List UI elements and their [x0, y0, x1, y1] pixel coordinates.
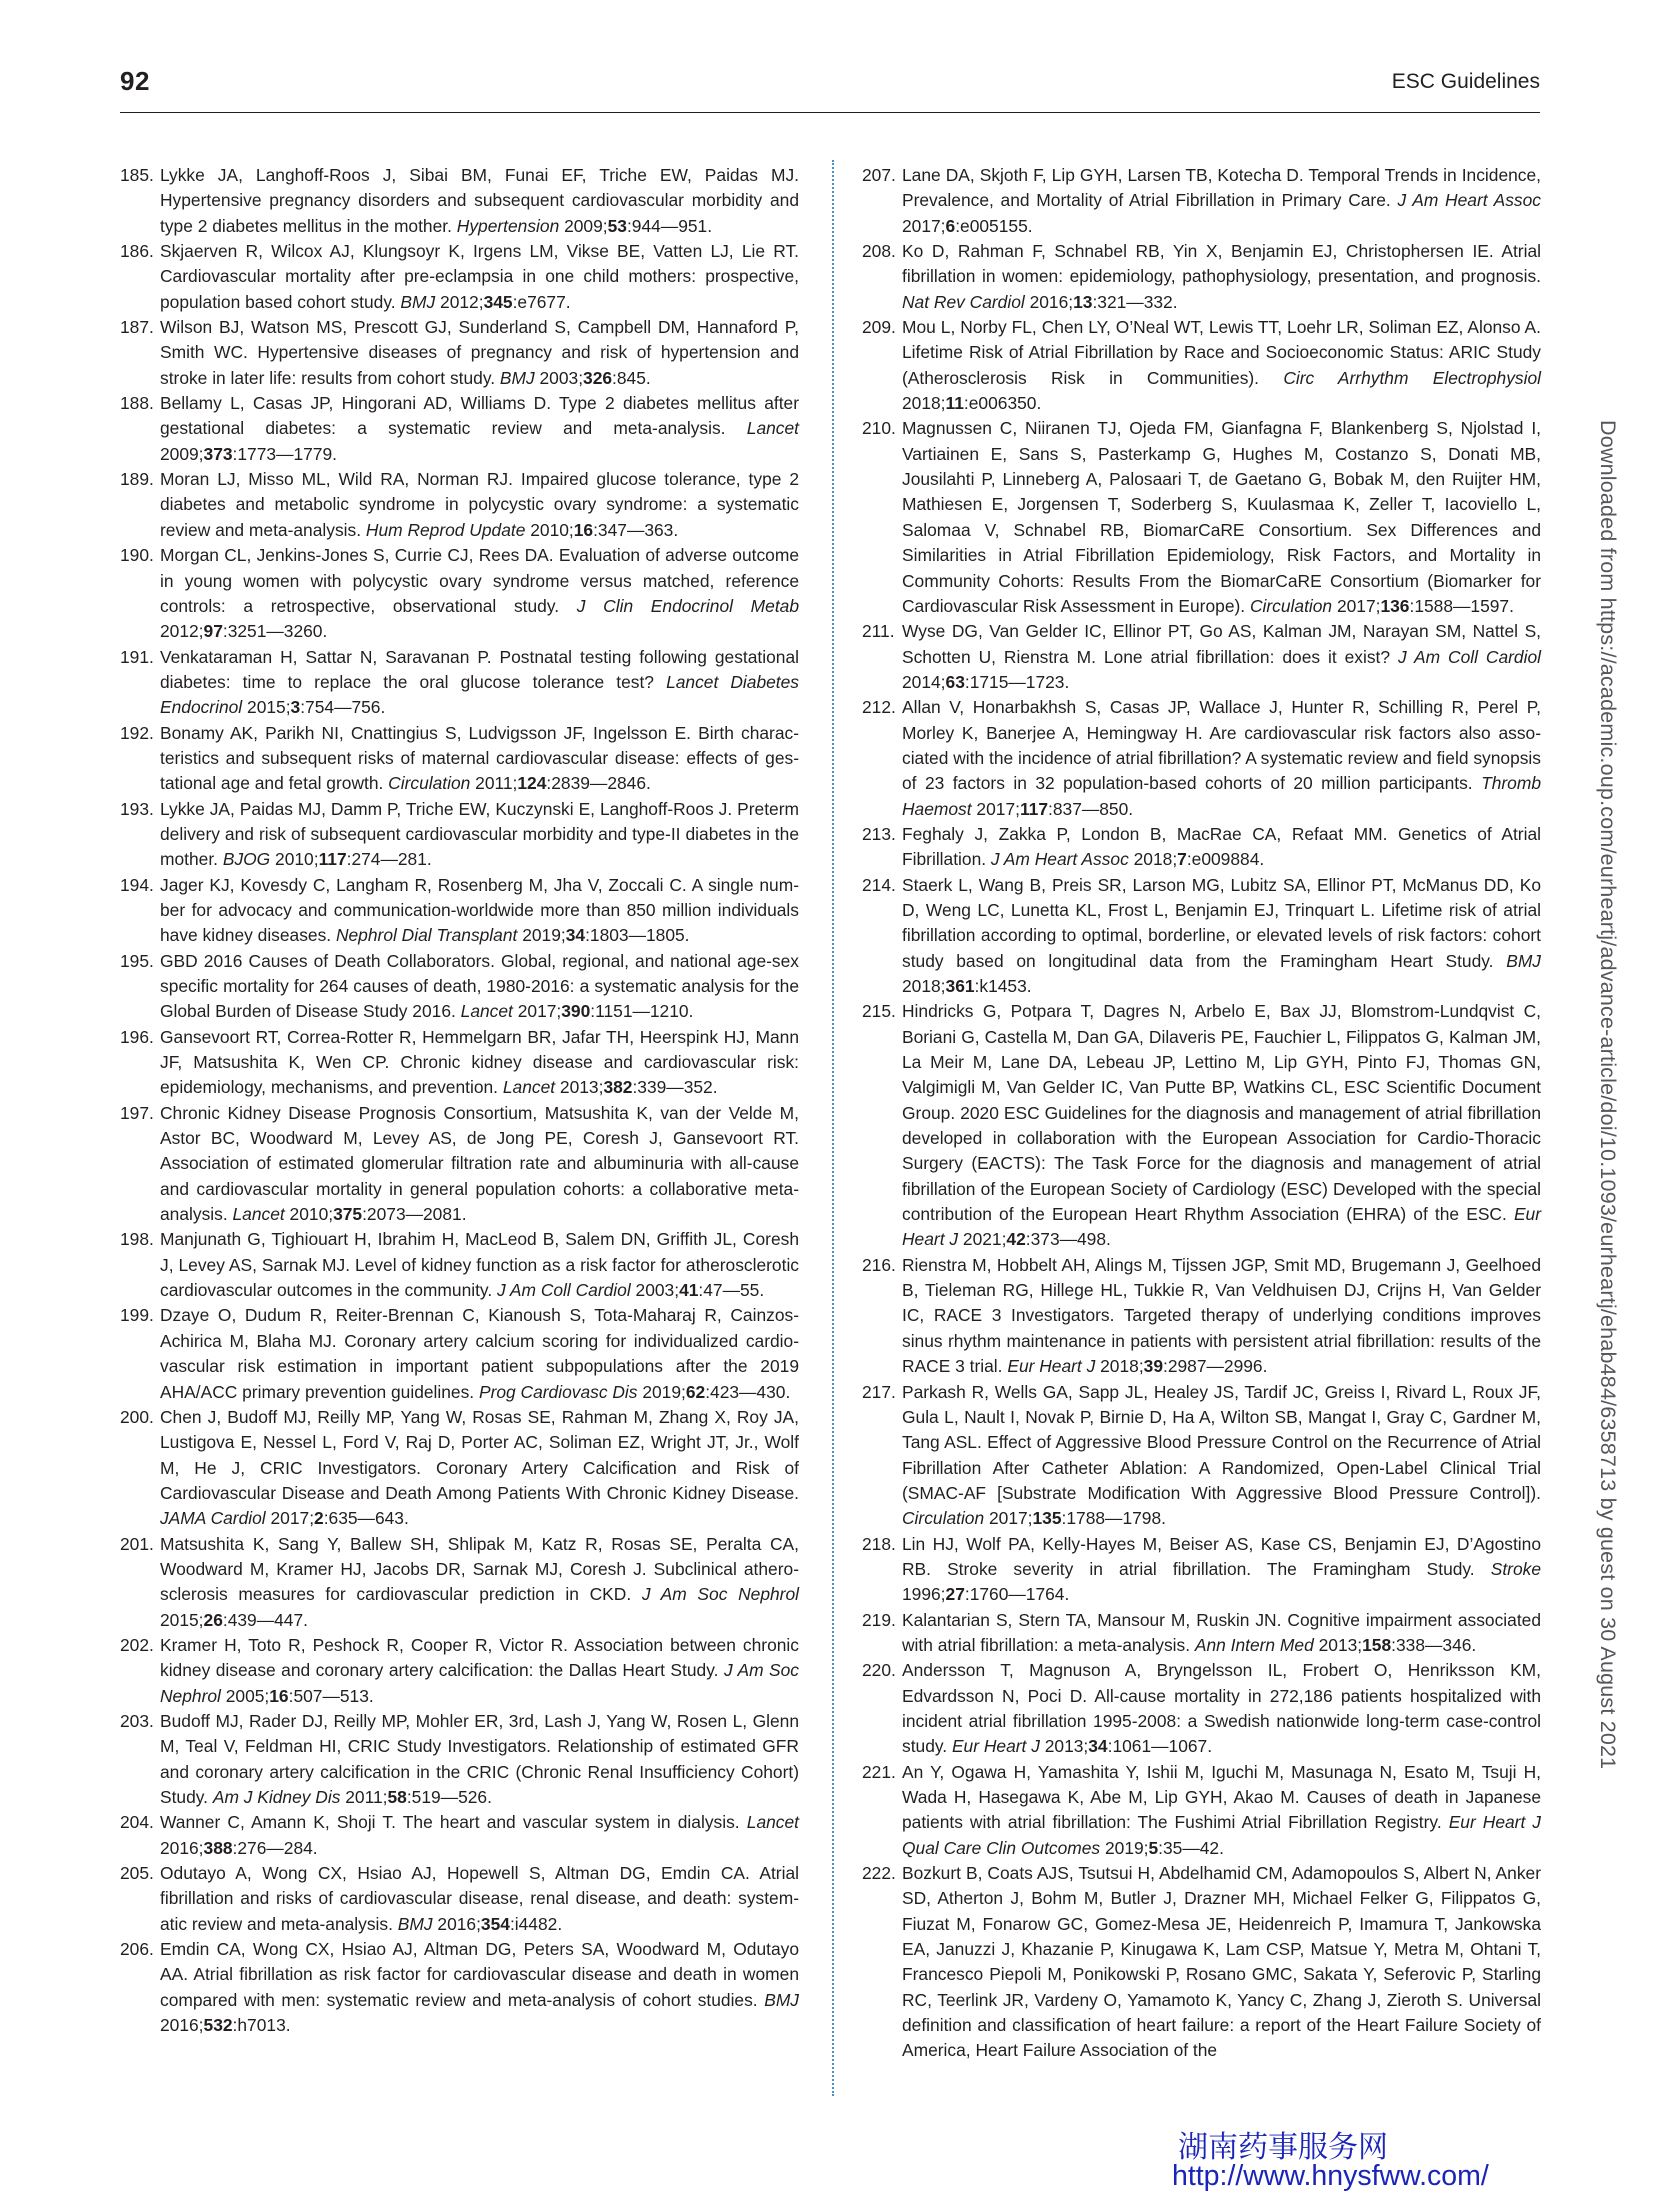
column-divider: [832, 160, 834, 2096]
reference-text: Feghaly J, Zakka P, London B, MacRae CA, Refaat MM. Genetics of Atrial Fibrillation. J Am Heart Assoc 2018;7:e009884.: [902, 823, 1541, 870]
reference-text: Skjaerven R, Wilcox AJ, Klungsoyr K, Irgens LM, Vikse BE, Vatten LJ, Lie RT. Cardiovascular mortality after pre-eclampsia in one child mothers: prospective, population based cohort study. BMJ 2012;345:e7677.: [160, 241, 799, 312]
reference-number: 189.: [120, 469, 154, 490]
reference-text: Matsushita K, Sang Y, Ballew SH, Shlipak M, Katz R, Rosas SE, Peralta CA, Woodward M, Kramer HJ, Jacobs DR, Sarnak MJ, Coresh J. Subclinical atherosclerosis measures for cardiovascular prediction in CKD. J Am Soc Nephrol 2015;26:439—447.: [160, 1533, 800, 1630]
reference-number: 221.: [862, 1761, 896, 1782]
reference-column-left: [120, 163, 799, 2038]
reference-item: [862, 822, 1541, 873]
reference-item: [862, 163, 1541, 239]
watermark-chinese-text: 湖南药事服务网: [1178, 2130, 1388, 2165]
reference-text: Chen J, Budoff MJ, Reilly MP, Yang W, Rosas SE, Rahman M, Zhang X, Roy JA, Lustigova E, Nessel L, Ford V, Raj D, Porter AC, Soliman EZ, Wright JT, Jr., Wolf M, He J, CRIC Investigators. Coronary Artery Calcification and Risk of Cardiovascular Disease and Death Among Patients With Chronic Kidney Disease. JAMA Cardiol 2017;2:635—643.: [160, 1406, 799, 1529]
reference-number: 194.: [120, 874, 154, 895]
reference-item: [120, 1025, 799, 1101]
reference-number: 219.: [862, 1609, 896, 1630]
reference-item: [862, 1658, 1541, 1759]
reference-item: [120, 315, 799, 391]
reference-number: 206.: [120, 1939, 154, 1960]
reference-number: 211.: [862, 621, 895, 642]
reference-item: [862, 873, 1541, 1000]
reference-text: Moran LJ, Misso ML, Wild RA, Norman RJ. Impaired glucose tolerance, type 2 diabetes and metabolic syndrome in polycystic ovary syndrome: a systematic review and meta-analysis. Hum Reprod Update 2010;16:347—363.: [160, 469, 799, 540]
reference-number: 216.: [862, 1254, 896, 1275]
reference-item: [120, 1405, 799, 1532]
reference-text: Wanner C, Amann K, Shoji T. The heart and vascular system in dialysis. Lancet 2016;388:276—284.: [160, 1812, 799, 1858]
reference-number: 196.: [120, 1026, 154, 1047]
reference-item: [862, 619, 1541, 695]
reference-text: Gansevoort RT, Correa-Rotter R, Hemmelgarn BR, Jafar TH, Heerspink HJ, Mann JF, Matsushita K, Wen CP. Chronic kidney disease and cardiovascular risk: epidemiology, mechanisms, and prevention. Lancet 2013;382:339—352.: [160, 1026, 799, 1098]
reference-item: [120, 239, 799, 315]
reference-number: 207.: [862, 165, 896, 185]
reference-text: Odutayo A, Wong CX, Hsiao AJ, Hopewell S, Altman DG, Emdin CA. Atrial fibrillation and risks of cardiovascular disease, renal disease, and death: systematic review and meta-analysis. BMJ 2016;354:i4482.: [160, 1863, 799, 1934]
reference-number: 204.: [120, 1812, 154, 1833]
reference-number: 186.: [120, 241, 154, 262]
reference-text: Allan V, Honarbakhsh S, Casas JP, Wallace J, Hunter R, Schilling R, Perel P, Morley K, Banerjee A, Hemingway H. Are cardiovascular risk factors also associated with the incidence of atrial fibrillation? A systematic review and field synopsis of 23 factors in 32 population-based cohorts of 20 million participants. Thromb Haemost 2017;117:837—850.: [902, 697, 1541, 819]
reference-item: [120, 1227, 799, 1303]
reference-text: Ko D, Rahman F, Schnabel RB, Yin X, Benjamin EJ, Christophersen IE. Atrial fibrillation in women: epidemiology, pathophysiology, presentation, and prognosis. Nat Rev Cardiol 2016;13:321—332.: [902, 241, 1541, 312]
reference-text: Parkash R, Wells GA, Sapp JL, Healey JS, Tardif JC, Greiss I, Rivard L, Roux JF, Gula L, Nault I, Novak P, Birnie D, Ha A, Wilton SB, Mangat I, Gray C, Gardner M, Tang ASL. Effect of Aggressive Blood Pressure Control on the Recurrence of Atrial Fibrillation After Catheter Ablation: A Randomized, Open-Label Clinical Trial (SMAC-AF [Substrate Modification With Aggressive Blood Pressure Control]). Circulation 2017;135:1788—1798.: [902, 1381, 1541, 1529]
reference-number: 192.: [120, 722, 154, 743]
reference-text: Bonamy AK, Parikh NI, Cnattingius S, Ludvigsson JF, Ingelsson E. Birth characteristics and subsequent risks of maternal cardiovascular disease: effects of gestational age and fetal growth. Circulation 2011;124:2839—2846.: [160, 722, 799, 794]
watermark-url-link[interactable]: http://www.hnysfww.com/: [1172, 2160, 1489, 2192]
reference-text: An Y, Ogawa H, Yamashita Y, Ishii M, Iguchi M, Masunaga N, Esato M, Tsuji H, Wada H, Hasegawa K, Abe M, Lip GYH, Akao M. Causes of death in Japanese patients with atrial fibrillation: The Fushimi Atrial Fibrillation Registry. Eur Heart J Qual Care Clin Outcomes 2019;5:35—42.: [902, 1761, 1541, 1858]
reference-text: Bellamy L, Casas JP, Hingorani AD, Williams D. Type 2 diabetes mellitus after gestational diabetes: a systematic review and meta-analysis. Lancet 2009;373:1773—1779.: [160, 393, 799, 464]
reference-text: Wyse DG, Van Gelder IC, Ellinor PT, Go AS, Kalman JM, Narayan SM, Nattel S, Schotten U, Rienstra M. Lone atrial fibrillation: does it exist? J Am Coll Cardiol 2014;63:1715—1723.: [902, 621, 1541, 692]
reference-item: [120, 1532, 799, 1633]
reference-item: [862, 1861, 1541, 2064]
reference-number: 209.: [862, 317, 896, 338]
reference-text: Morgan CL, Jenkins-Jones S, Currie CJ, Rees DA. Evaluation of adverse outcome in young women with polycystic ovary syndrome versus matched, reference controls: a retrospective, observational study. J Clin Endocrinol Metab 2012;97:3251—3260.: [160, 545, 800, 642]
reference-number: 212.: [862, 697, 896, 718]
reference-item: [120, 391, 799, 467]
reference-item: [120, 721, 799, 797]
reference-text: Wilson BJ, Watson MS, Prescott GJ, Sunderland S, Campbell DM, Hannaford P, Smith WC. Hypertensive diseases of pregnancy and risk of hypertension and stroke in later life: results from cohort study. BMJ 2003;326:845.: [160, 317, 799, 388]
reference-item: [120, 1810, 799, 1861]
reference-text: Kramer H, Toto R, Peshock R, Cooper R, Victor R. Association between chronic kidney disease and coronary artery calcification: the Dallas Heart Study. J Am Soc Nephrol 2005;16:507—513.: [160, 1634, 800, 1706]
reference-number: 187.: [120, 317, 154, 338]
reference-number: 202.: [120, 1634, 154, 1655]
reference-number: 200.: [120, 1406, 154, 1427]
reference-item: [120, 1861, 799, 1937]
reference-text: Chronic Kidney Disease Prognosis Consortium, Matsushita K, van der Velde M, Astor BC, Woodward M, Levey AS, de Jong PE, Coresh J, Gansevoort RT. Association of estimated glomerular filtration rate and albuminuria with all-cause and cardiovascular mortality in general population cohorts: a collaborative meta-analysis. Lancet 2010;375:2073—2081.: [160, 1102, 799, 1225]
header-rule: [120, 112, 1540, 113]
reference-item: [862, 695, 1541, 822]
reference-number: 193.: [120, 798, 154, 819]
reference-number: 217.: [862, 1381, 896, 1402]
reference-item: [862, 1380, 1541, 1532]
reference-text: Budoff MJ, Rader DJ, Reilly MP, Mohler ER, 3rd, Lash J, Yang W, Rosen L, Glenn M, Teal V, Feldman HI, CRIC Study Investigators. Relationship of estimated GFR and coronary artery calcification in the CRIC (Chronic Renal Insufficiency Cohort) Study. Am J Kidney Dis 2011;58:519—526.: [160, 1710, 799, 1807]
reference-number: 201.: [120, 1533, 154, 1554]
reference-number: 197.: [120, 1102, 154, 1123]
reference-number: 198.: [120, 1229, 154, 1250]
reference-number: 215.: [862, 1001, 896, 1022]
reference-text: GBD 2016 Causes of Death Collaborators. Global, regional, and national age-sex specific mortality for 264 causes of death, 1980-2016: a systematic analysis for the Global Burden of Disease Study 2016. Lancet 2017;390:1151—1210.: [160, 950, 799, 1022]
reference-text: Lin HJ, Wolf PA, Kelly-Hayes M, Beiser AS, Kase CS, Benjamin EJ, D’Agostino RB. Stroke severity in atrial fibrillation. The Framingham Study. Stroke 1996;27:1760—1764.: [902, 1533, 1541, 1605]
reference-number: 205.: [120, 1863, 154, 1884]
reference-text: Lykke JA, Paidas MJ, Damm P, Triche EW, Kuczynski E, Langhoff-Roos J. Preterm delivery and risk of subsequent cardiovascular morbidity and type-II diabetes in the mother. BJOG 2010;117:274—281.: [160, 798, 799, 870]
reference-item: [120, 467, 799, 543]
reference-text: Bozkurt B, Coats AJS, Tsutsui H, Abdelhamid CM, Adamopoulos S, Albert N, Anker SD, Atherton J, Bohm M, Butler J, Drazner MH, Michael Felker G, Filippatos G, Fiuzat M, Fonarow GC, Gomez-Mesa JE, Heidenreich P, Imamura T, Jankowska EA, Januzzi J, Khazanie P, Kinugawa K, Lam CSP, Matsue Y, Metra M, Ohtani T, Francesco Piepoli M, Ponikowski P, Rosano GMC, Sakata Y, Seferovic P, Starling RC, Teerlink JR, Vardeny O, Yamamoto K, Yancy C, Zhang J, Zieroth S. Universal definition and classification of heart failure: a report of the Heart Failure Society of America, Heart Failure Association of the: [902, 1863, 1541, 2061]
reference-item: [120, 1709, 799, 1810]
reference-text: Lykke JA, Langhoff-Roos J, Sibai BM, Funai EF, Triche EW, Paidas MJ. Hypertensive pregnancy disorders and subsequent cardiovascular morbidity and type 2 diabetes mellitus in the mother. Hypertension 2009;53:944—951.: [160, 165, 799, 236]
reference-number: 185.: [120, 165, 154, 185]
reference-text: Andersson T, Magnuson A, Bryngelsson IL, Frobert O, Henriksson KM, Edvardsson N, Poci D. All-cause mortality in 272,186 patients hospitalized with incident atrial fibrillation 1995-2008: a Swedish nationwide long-term case-control study. Eur Heart J 2013;34:1061—1067.: [902, 1660, 1541, 1757]
reference-text: Venkataraman H, Sattar N, Saravanan P. Postnatal testing following gestational diabetes: time to replace the oral glucose tolerance test? Lancet Diabetes Endocrinol 2015;3:754—756.: [160, 646, 799, 718]
reference-text: Mou L, Norby FL, Chen LY, O’Neal WT, Lewis TT, Loehr LR, Soliman EZ, Alonso A. Lifetime Risk of Atrial Fibrillation by Race and Socioeconomic Status: ARIC Study (Atherosclerosis Risk in Communities). Circ Arrhythm Electrophysiol 2018;11:e006350.: [902, 317, 1541, 414]
reference-number: 210.: [862, 418, 896, 439]
reference-item: [862, 416, 1541, 619]
page-number: 92: [120, 66, 150, 96]
reference-text: Staerk L, Wang B, Preis SR, Larson MG, Lubitz SA, Ellinor PT, McManus DD, Ko D, Weng LC, Lunetta KL, Frost L, Benjamin EJ, Trinquart L. Lifetime risk of atrial fibrillation according to optimal, borderline, or elevated levels of risk factors: cohort study based on longitudinal data from the Framingham Heart Study. BMJ 2018;361:k1453.: [902, 874, 1541, 996]
reference-item: [862, 1760, 1541, 1861]
reference-text: Dzaye O, Dudum R, Reiter-Brennan C, Kianoush S, Tota-Maharaj R, Cainzos-Achirica M, Blaha MJ. Coronary artery calcium scoring for individualized cardiovascular risk estimation in important patient subpopulations after the 2019 AHA/ACC primary prevention guidelines. Prog Cardiovasc Dis 2019;62:423—430.: [160, 1305, 799, 1402]
reference-number: 203.: [120, 1710, 154, 1731]
reference-item: [120, 543, 799, 644]
reference-item: [862, 999, 1541, 1252]
reference-number: 222.: [862, 1863, 896, 1884]
reference-text: Rienstra M, Hobbelt AH, Alings M, Tijssen JGP, Smit MD, Brugemann J, Geelhoed B, Tieleman RG, Hillege HL, Tukkie R, Van Veldhuisen DJ, Crijns H, Van Gelder IC, RACE 3 Investigators. Targeted therapy of underlying conditions improves sinus rhythm maintenance in patients with persistent atrial fibrillation: results of the RACE 3 trial. Eur Heart J 2018;39:2987—2996.: [902, 1254, 1541, 1377]
reference-text: Jager KJ, Kovesdy C, Langham R, Rosenberg M, Jha V, Zoccali C. A single number for advocacy and communication-worldwide more than 850 million individuals have kidney diseases. Nephrol Dial Transplant 2019;34:1803—1805.: [160, 874, 799, 946]
reference-item: [120, 1101, 799, 1228]
reference-number: 208.: [862, 241, 896, 262]
reference-item: [120, 873, 799, 949]
running-head: ESC Guidelines: [1391, 70, 1540, 93]
reference-text: Hindricks G, Potpara T, Dagres N, Arbelo E, Bax JJ, Blomstrom-Lundqvist C, Boriani G, Castella M, Dan GA, Dilaveris PE, Fauchier L, Filippatos G, Kalman JM, La Meir M, Lane DA, Lebeau JP, Lettino M, Lip GYH, Pinto FJ, Thomas GN, Valgimigli M, Van Gelder IC, Van Putte BP, Watkins CL, ESC Scientific Document Group. 2020 ESC Guidelines for the diagnosis and management of atrial fibrillation developed in collaboration with the European Association for Cardio-Thoracic Surgery (EACTS): The Task Force for the diagnosis and management of atrial fibrillation of the European Society of Cardiology (ESC) Developed with the special contribution of the European Heart Rhythm Association (EHRA) of the ESC. Eur Heart J 2021;42:373—498.: [902, 1001, 1541, 1250]
reference-item: [120, 163, 799, 239]
reference-text: Magnussen C, Niiranen TJ, Ojeda FM, Gianfagna F, Blankenberg S, Njolstad I, Vartiainen E, Sans S, Pasterkamp G, Hughes M, Costanzo S, Donati MB, Jousilahti P, Linneberg A, Palosaari T, de Gaetano G, Bobak M, den Ruijter HM, Mathiesen E, Jorgensen T, Soderberg S, Kuulasmaa K, Zeller T, Iacoviello L, Salomaa V, Schnabel RB, BiomarCaRE Consortium. Sex Differences and Similarities in Atrial Fibrillation Epidemiology, Risk Factors, and Mortality in Community Cohorts: Results From the BiomarCaRE Consortium (Biomarker for Cardiovascular Risk Assessment in Europe). Circulation 2017;136:1588—1597.: [902, 418, 1541, 616]
reference-item: [862, 239, 1541, 315]
reference-text: Emdin CA, Wong CX, Hsiao AJ, Altman DG, Peters SA, Woodward M, Odutayo AA. Atrial fibrillation as risk factor for cardiovascular disease and death in women compared with men: systematic review and meta-analysis of cohort studies. BMJ 2016;532:h7013.: [160, 1939, 799, 2036]
reference-text: Manjunath G, Tighiouart H, Ibrahim H, MacLeod B, Salem DN, Griffith JL, Coresh J, Levey AS, Sarnak MJ. Level of kidney function as a risk factor for atherosclerotic cardiovascular outcomes in the community. J Am Coll Cardiol 2003;41:47—55.: [160, 1229, 799, 1301]
reference-number: 199.: [120, 1305, 154, 1326]
reference-item: [120, 797, 799, 873]
reference-text: Kalantarian S, Stern TA, Mansour M, Ruskin JN. Cognitive impairment associated with atrial fibrillation: a meta-analysis. Ann Intern Med 2013;158:338—346.: [902, 1609, 1541, 1655]
reference-column-right: [862, 163, 1541, 2064]
reference-number: 220.: [862, 1660, 896, 1681]
reference-item: [862, 1608, 1541, 1659]
reference-number: 213.: [862, 823, 896, 844]
reference-item: [120, 949, 799, 1025]
reference-item: [120, 1633, 799, 1709]
reference-item: [862, 315, 1541, 416]
reference-item: [120, 1937, 799, 2038]
reference-item: [862, 1253, 1541, 1380]
reference-number: 190.: [120, 545, 154, 566]
download-stamp: Downloaded from https://academic.oup.com/eurheartj/advance-article/doi/10.1093/eurheartj/ehab484/6358713 by guest on 30 August 2021: [1596, 420, 1620, 1770]
reference-number: 188.: [120, 393, 154, 414]
reference-item: [120, 1303, 799, 1404]
reference-number: 195.: [120, 950, 154, 971]
reference-item: [120, 645, 799, 721]
reference-text: Lane DA, Skjoth F, Lip GYH, Larsen TB, Kotecha D. Temporal Trends in Incidence, Prevalence, and Mortality of Atrial Fibrillation in Primary Care. J Am Heart Assoc 2017;6:e005155.: [902, 165, 1541, 236]
reference-number: 191.: [120, 646, 154, 667]
reference-number: 218.: [862, 1533, 896, 1554]
reference-number: 214.: [862, 874, 896, 895]
reference-item: [862, 1532, 1541, 1608]
